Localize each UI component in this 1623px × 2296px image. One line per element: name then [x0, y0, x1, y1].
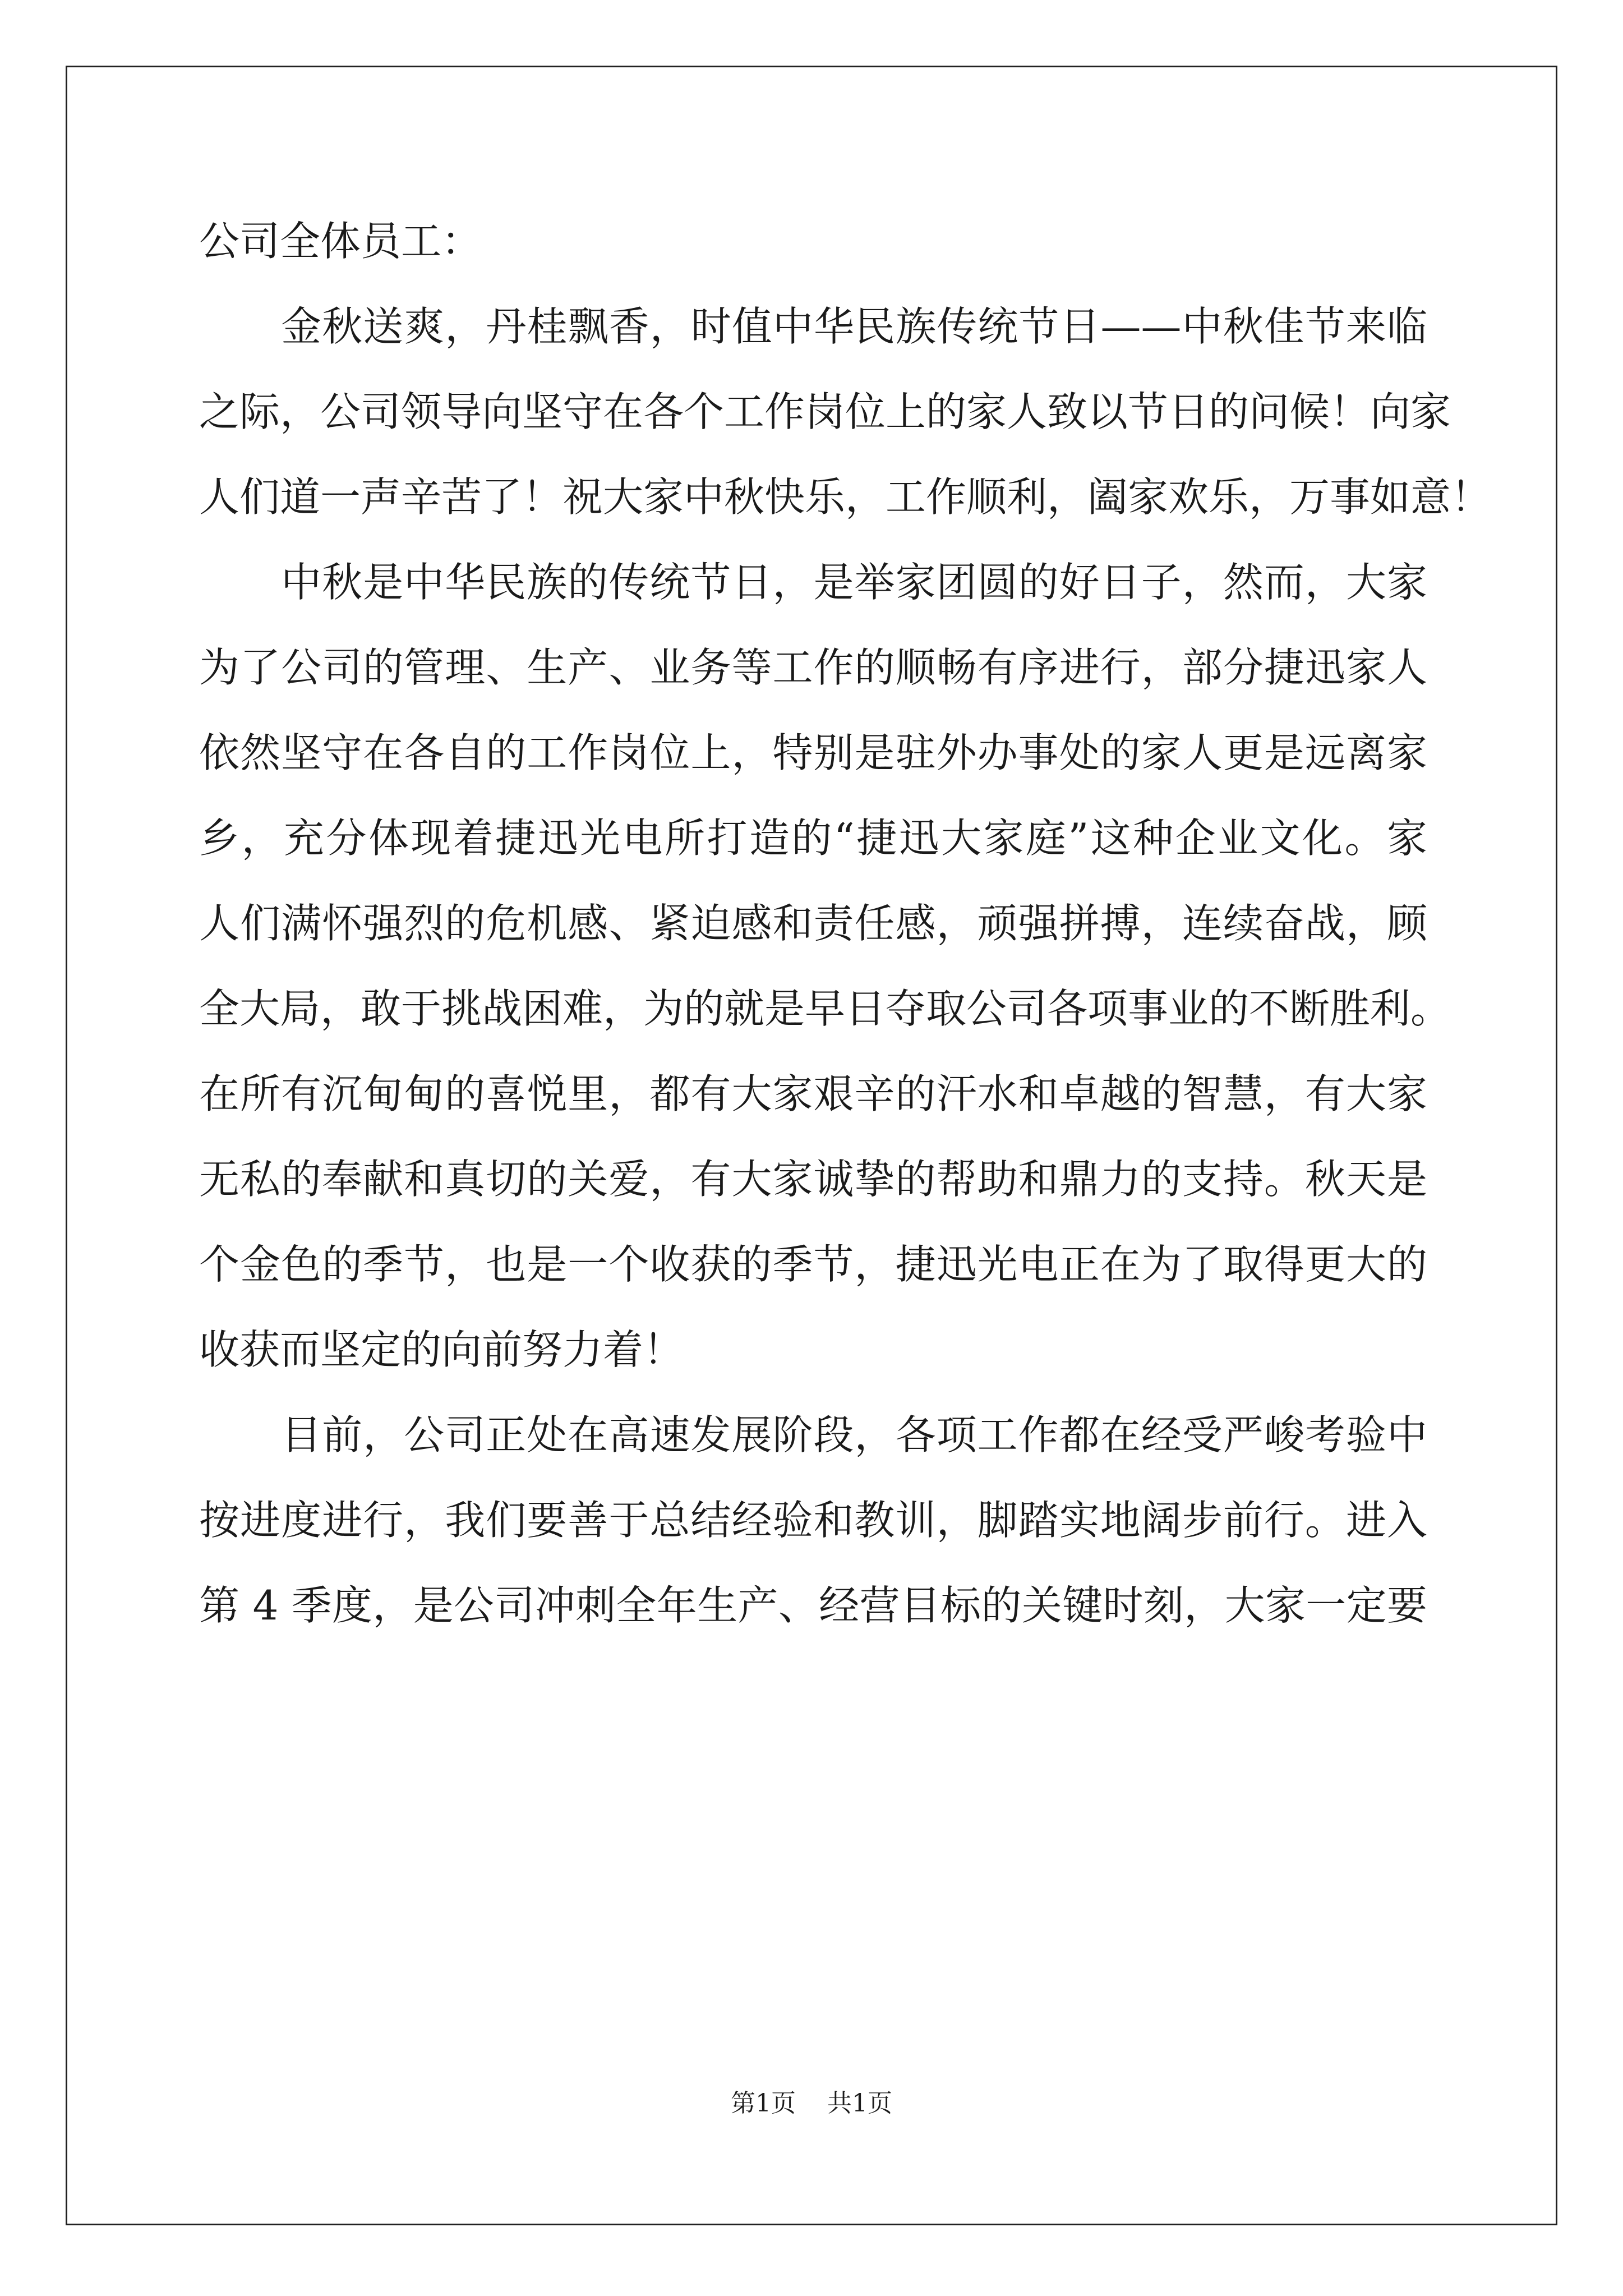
text-line: 为了公司的管理、生产、业务等工作的顺畅有序进行，部分捷迅家人	[199, 644, 1427, 691]
page-number: 第1页	[731, 2089, 796, 2118]
page-total: 共1页	[827, 2089, 892, 2118]
text-line: 无私的奉献和真切的关爱，有大家诚挚的帮助和鼎力的支持。秋天是	[199, 1156, 1427, 1203]
text-line: 之际，公司领导向坚守在各个工作岗位上的家人致以节日的问候！向家	[199, 388, 1451, 435]
text-line: 依然坚守在各自的工作岗位上，特别是驻外办事处的家人更是远离家	[199, 729, 1427, 776]
text-line: 人们满怀强烈的危机感、紧迫感和责任感，顽强拼搏，连续奋战，顾	[199, 900, 1427, 947]
text-line: 收获而坚定的向前努力着！	[199, 1326, 684, 1373]
text-line: 金秋送爽，丹桂飘香，时值中华民族传统节日——中秋佳节来临	[199, 303, 1427, 350]
text-line: 在所有沉甸甸的喜悦里，都有大家艰辛的汗水和卓越的智慧，有大家	[199, 1070, 1427, 1117]
text-line: 个金色的季节，也是一个收获的季节，捷迅光电正在为了取得更大的	[199, 1241, 1427, 1288]
text-line: 第 4 季度，是公司冲刺全年生产、经营目标的关键时刻，大家一定要	[199, 1582, 1427, 1629]
salutation: 公司全体员工：	[199, 218, 482, 265]
text-line: 人们道一声辛苦了！祝大家中秋快乐，工作顺利，阖家欢乐，万事如意！	[199, 473, 1492, 521]
text-line: 按进度进行，我们要善于总结经验和教训，脚踏实地阔步前行。进入	[199, 1497, 1427, 1544]
text-line: 目前，公司正处在高速发展阶段，各项工作都在经受严峻考验中	[199, 1411, 1427, 1458]
text-line: 全大局，敢于挑战困难，为的就是早日夺取公司各项事业的不断胜利。	[199, 985, 1451, 1032]
page-footer	[0, 2087, 1623, 2120]
text-line: 中秋是中华民族的传统节日，是举家团圆的好日子，然而，大家	[199, 559, 1427, 606]
text-line: 乡，充分体现着捷迅光电所打造的“捷迅大家庭”这种企业文化。家	[199, 815, 1427, 862]
